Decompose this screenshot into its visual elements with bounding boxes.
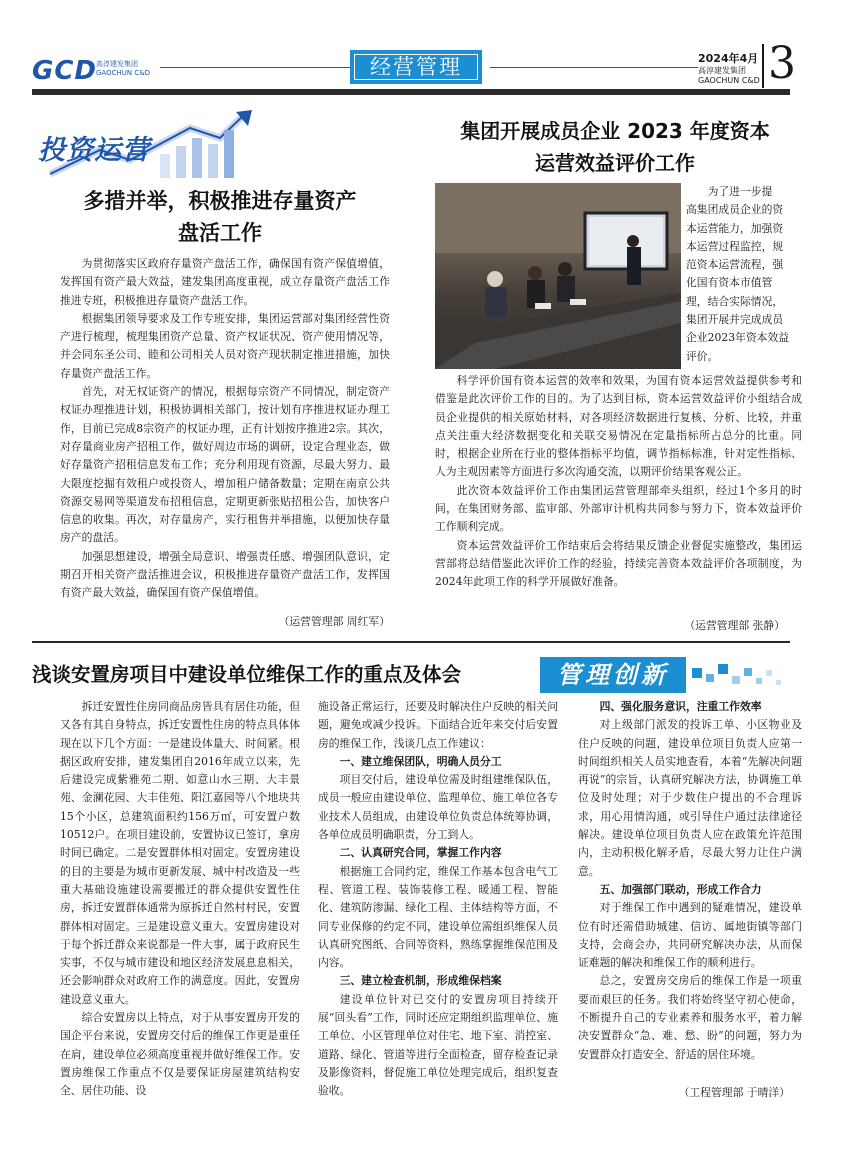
bottom-signature: （工程管理部 于晴洋） bbox=[678, 1086, 790, 1099]
wrap-line: 化国有资本市值管 bbox=[686, 276, 773, 290]
wrap-line: 高集团成员企业的资 bbox=[686, 203, 784, 217]
wrap-line: 为了进一步提 bbox=[707, 185, 773, 198]
paper-name-en: GAOCHUN C&D bbox=[698, 76, 760, 85]
issue-date: 2024年4月 bbox=[698, 52, 759, 65]
column-tag: 管理创新 bbox=[540, 657, 686, 693]
meeting-photo bbox=[435, 183, 681, 369]
paragraph: 加强思想建设，增强全局意识、增强责任感、增强团队意识，定期召开相关资产盘活推进会议，积极推进存量资产盘活工作，发挥国有资产最大效益，确保国有资产保值增值。 bbox=[60, 549, 390, 600]
paragraph: 根据施工合同约定，维保工作基本包含电气工程、管道工程、装饰装修工程、暖通工程、智能化、建筑防渗漏、绿化工程、主体结构等方面，不同专业保修的约定不同，建设单位需组织维保人员认真研究图纸、合同等资料，熟练掌握维保范围及内容。 bbox=[318, 864, 558, 970]
logo-subtitle bbox=[96, 60, 150, 78]
tag-decoration bbox=[690, 660, 800, 692]
wrap-line: 理，结合实际情况， bbox=[686, 294, 784, 308]
banner-title: 投资运营 bbox=[38, 135, 150, 166]
paper-name-cn: 高淳建发集团 bbox=[698, 66, 746, 75]
bottom-column-1 bbox=[60, 698, 300, 1101]
paragraph: 资本运营效益评价工作结束后会将结果反馈企业督促实施整改，集团运营部将总结借鉴此次评价工作的经验，持续完善资本效益评价各项制度，为2024年此项工作的科学开展做好准备。 bbox=[435, 538, 802, 589]
paragraph: 拆迁安置性住房同商品房皆具有居住功能，但又各有其自身特点，拆迁安置性住房的特点具体体现在以下几个方面：一是建设体量大、时间紧。根据区政府安排，建发集团自2016年成立以来，先后建设完成紫雅苑二期、如意山水三期、大丰景苑、金澜花园、大丰佳苑、阳江嘉园等八个地块共15个小区，总建筑面积约156万㎡，可安置户数10512户。在项目建设前，安置协议已签订，拿房时间已确定。二是安置群体相对固定。安置房建设的目的主要是为城市更新发展、城中村改造及一些重大基础设施建设需要搬迁的群众提供安置性住房，拆迁安置群体通常为原拆迁自然村村民，安置群体相对固定。三是建设意义重大。安置房建设对于每个拆迁群众来说都是一件大事，属于政府民生实事，不仅与城市建设和地区经济发展息息相关，还会影响群众对政府工作的满意度。因此，安置房建设意义重大。 bbox=[60, 700, 300, 1006]
wrap-line: 本运营过程监控，规 bbox=[686, 239, 784, 253]
left-article-body bbox=[60, 255, 390, 603]
paragraph: 对上级部门派发的投诉工单、小区物业及住户反映的问题，建设单位项目负责人应第一时间组织相关人员实地查看，本着“先解决问题再说”的宗旨，认真研究解决方法，协调施工单位及时处理；对于少数住户提出的不合理诉求，用心用情沟通，或引导住户通过法律途径解决。建设单位项目负责人应在政策允许范围内，主动积极化解矛盾，尽最大努力让住户满意。 bbox=[578, 718, 802, 878]
page-number: 3 bbox=[768, 38, 796, 89]
wrap-line: 本运营能力，加强资 bbox=[686, 221, 784, 235]
section-label: 经营管理 bbox=[370, 55, 462, 79]
paragraph: 施设备正常运行，还要及时解决住户反映的相关问题，避免或减少投诉。下面结合近年来交付后安置房的维保工作，浅谈几点工作建议： bbox=[318, 700, 558, 750]
logo: GCD bbox=[32, 56, 98, 86]
page-divider bbox=[762, 44, 764, 88]
bottom-article-title: 浅谈安置房项目中建设单位维保工作的重点及体会 bbox=[32, 663, 462, 686]
right-article-title bbox=[420, 115, 810, 179]
paragraph: 项目交付后，建设单位需及时组建维保队伍，成员一般应由建设单位、监理单位、施工单位各专业技术人员组成，由建设单位负责总体统筹协调，各单位成员明确职责，分工到人。 bbox=[318, 773, 558, 842]
subheading: 三、建立检查机制，形成维保档案 bbox=[339, 974, 502, 988]
right-signature: （运营管理部 张静） bbox=[684, 619, 785, 632]
subheading: 四、强化服务意识，注重工作效率 bbox=[599, 700, 762, 713]
wrap-line: 集团开展并完成成员 bbox=[686, 313, 784, 327]
paragraph: 根据集团领导要求及工作专班安排，集团运营部对集团经营性资产进行梳理，梳理集团资产总量、资产权证状况、资产使用情况等，并会同东圣公司、睦和公司相关人员对资产现状制定推进措施，加快存量资产盘活工作。 bbox=[60, 311, 390, 380]
wrap-line: 企业2023年资本效益 bbox=[686, 331, 790, 345]
section-separator bbox=[32, 641, 790, 643]
meeting-photo-illustration bbox=[435, 183, 681, 369]
left-article-title bbox=[40, 185, 400, 249]
wrap-line: 评价。 bbox=[686, 349, 719, 363]
logo-en: GAOCHUN C&D bbox=[96, 69, 151, 77]
paragraph: 首先，对无权证资产的情况，根据每宗资产不同情况，制定资产权证办理推进计划，积极协调相关部门，按计划有序推进权证办理工作，目前已完成8宗资产的权证办理，正有计划按序推进2宗。其次，对存量商业房产招租工作，做好周边市场的调研，设定合理业态，做好存量资产招租信息发布工作；充分利用现有资源，尽最大努力、最大限度挖掘有效租户或投资人，增加租户储备数量；定期在南京公共资源交易网等渠道发布招租信息，定期更新张贴招租公告，加快客户信息的收集。再次，对存量房产，实行租售并举措施，以便加快存量房产的盘活。 bbox=[60, 385, 390, 545]
header-bar bbox=[32, 89, 790, 95]
subheading: 一、建立维保团队，明确人员分工 bbox=[339, 754, 502, 768]
paragraph: 为贯彻落实区政府存量资产盘活工作，确保国有资产保值增值，发挥国有资产最大效益，建发集团高度重视，成立存量资产盘活工作推进专班，积极推进存量资产盘活工作。 bbox=[60, 257, 390, 307]
left-signature: （运营管理部 周红军） bbox=[278, 615, 390, 628]
paragraph: 此次资本效益评价工作由集团运营管理部牵头组织，经过1个多月的时间，在集团财务部、监审部、外部审计机构共同参与努力下，资本效益评价工作顺利完成。 bbox=[435, 483, 802, 534]
right-article-body bbox=[435, 372, 802, 592]
right-title-line1: 集团开展成员企业 2023 年度资本 bbox=[460, 119, 770, 143]
subheading: 五、加强部门联动，形成工作合力 bbox=[599, 882, 762, 896]
subheading: 二、认真研究合同，掌握工作内容 bbox=[339, 846, 502, 860]
paragraph: 建设单位针对已交付的安置房项目持续开展“回头看”工作，同时还应定期组织监理单位、施工单位、小区管理单位对住宅、地下室、消控室、道路、绿化、管道等进行全面检查，留存检查记录及影像资料，督促施工单位处理完成后，组织复查验收。 bbox=[318, 992, 558, 1098]
paragraph: 综合安置房以上特点，对于从事安置房开发的国企平台来说，安置房交付后的维保工作更是重任在肩，建设单位必须高度重视并做好维保工作。安置房维保工作重点不仅是要保证房屋建筑结构安全、居住功能、设 bbox=[60, 1011, 300, 1098]
left-title-line1: 多措并举，积极推进存量资产 bbox=[83, 189, 357, 213]
logo-cn: 高淳建发集团 bbox=[96, 60, 138, 68]
bottom-column-2 bbox=[318, 698, 558, 1101]
wrap-line: 范资本运营流程，强 bbox=[686, 258, 784, 272]
right-wrap-text bbox=[686, 183, 802, 366]
right-title-line2: 运营效益评价工作 bbox=[535, 151, 695, 175]
paragraph: 对于维保工作中遇到的疑难情况，建设单位有时还需借助城建、信访、属地街镇等部门支持，会商会办，共同研究解决办法，从而保证难题的解决和维保工作的顺利进行。 bbox=[578, 901, 802, 970]
paragraph: 总之，安置房交房后的维保工作是一项重要而艰巨的任务。我们将始终坚守初心使命，不断提升自己的专业素养和服务水平，着力解决安置群众“急、难、愁、盼”的问题，努力为安置群众打造安全、舒适的居住环境。 bbox=[578, 974, 802, 1061]
header-rule-right bbox=[490, 67, 698, 68]
header-rule-left bbox=[160, 67, 350, 68]
paper-name bbox=[698, 66, 760, 86]
bottom-column-3 bbox=[578, 698, 802, 1064]
left-title-line2: 盘活工作 bbox=[178, 221, 262, 245]
paragraph: 科学评价国有资本运营的效率和效果，为国有资本运营效益提供参考和借鉴是此次评价工作的目的。为了达到目标，资本运营效益评价小组结合成员企业提供的相关原始材料，对各项经济数据进行复核、分析、比较，并重点关注重大经济数据变化和关联交易情况在定量指标所占总分的比重。同时，根据企业所在行业的整体指标平均值，调节指标标准，针对定性指标、人为主观因素等方面进行多次沟通交流，以期评价结果客观公正。 bbox=[435, 374, 802, 479]
section-tag bbox=[350, 50, 482, 84]
